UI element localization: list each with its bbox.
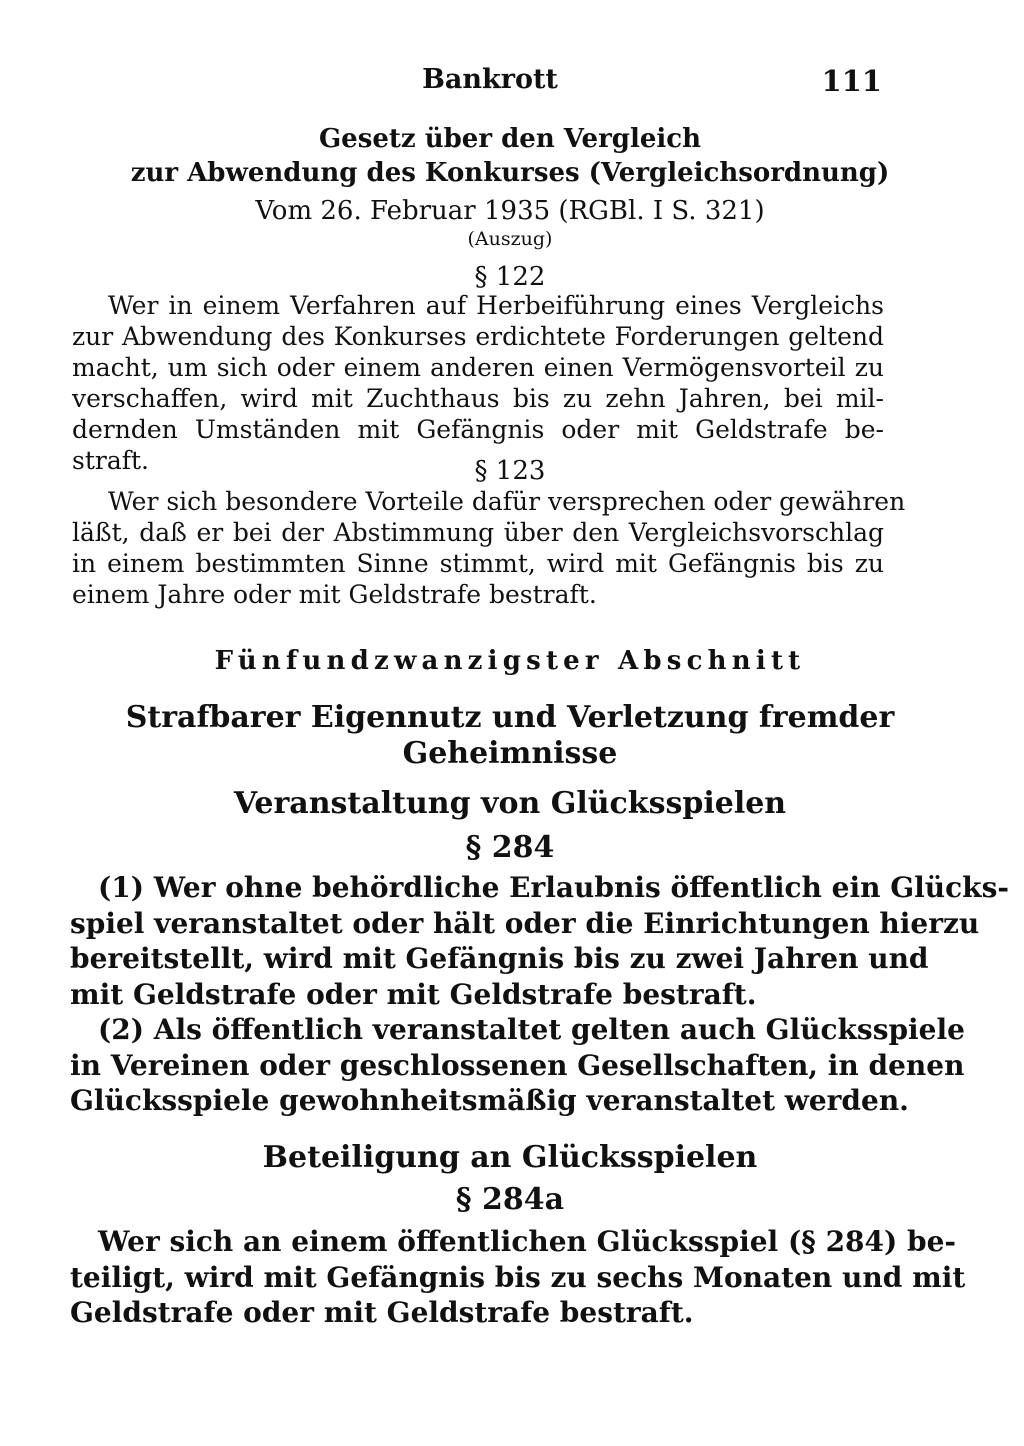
- chapter-title-line-2: Geheimnisse: [402, 736, 618, 771]
- text-line: spiel veranstaltet oder hält oder die Einrichtungen hierzu: [70, 906, 980, 940]
- section-284-number: § 284: [465, 830, 555, 865]
- section-122-text: [72, 290, 884, 476]
- law-date: Vom 26. Februar 1935 (RGBl. I S. 321): [255, 196, 765, 226]
- text-line: dernden Umständen mit Gefängnis oder mit Geldstrafe be-: [72, 415, 884, 444]
- section-123-number: § 123: [474, 456, 546, 486]
- law-note: (Auszug): [467, 228, 553, 250]
- section-284a-number: § 284a: [455, 1182, 565, 1217]
- text-line: (2) Als öffentlich veranstaltet gelten auch Glücksspiele: [98, 1013, 965, 1046]
- text-line: macht, um sich oder einem anderen einen Vermögensvorteil zu: [72, 353, 884, 382]
- section-123-text: [72, 486, 906, 610]
- law-title-line-2: zur Abwendung des Konkurses (Vergleichsordnung): [130, 158, 890, 188]
- section-284-text: [70, 870, 1009, 1119]
- section-284a-text: [70, 1224, 966, 1331]
- text-line: in einem bestimmten Sinne stimmt, wird mit Gefängnis bis zu: [72, 549, 884, 578]
- section-122-number: § 122: [474, 262, 546, 292]
- text-line: Glücksspiele gewohnheitsmäßig veranstaltet werden.: [70, 1084, 909, 1117]
- text-line: zur Abwendung des Konkurses erdichtete Forderungen geltend: [72, 322, 884, 351]
- text-line: einem Jahre oder mit Geldstrafe bestraft.: [72, 580, 597, 609]
- text-line: bereitstellt, wird mit Gefängnis bis zu zwei Jahren und: [70, 942, 929, 975]
- text-line: verschaffen, wird mit Zuchthaus bis zu zehn Jahren, bei mil-: [72, 384, 884, 413]
- text-line: in Vereinen oder geschlossenen Gesellschaften, in denen: [70, 1048, 965, 1082]
- chapter-label: Fünfundzwanzigster Abschnitt: [214, 646, 806, 676]
- text-line: straft.: [72, 446, 149, 475]
- law-title-line-1: Gesetz über den Vergleich: [318, 124, 702, 154]
- text-line: Wer sich an einem öffentlichen Glücksspiel (§ 284) be-: [98, 1225, 957, 1258]
- section-284-heading: Veranstaltung von Glücksspielen: [233, 786, 787, 821]
- running-title: Bankrott: [422, 64, 558, 95]
- text-line: (1) Wer ohne behördliche Erlaubnis öffentlich ein Glücks-: [98, 871, 1009, 904]
- text-line: Wer sich besondere Vorteile dafür versprechen oder gewähren: [108, 487, 906, 516]
- text-line: Geldstrafe oder mit Geldstrafe bestraft.: [70, 1296, 694, 1329]
- text-line: läßt, daß er bei der Abstimmung über den Vergleichsvorschlag: [72, 518, 884, 547]
- page-number: 111: [821, 64, 882, 98]
- text-line: mit Geldstrafe oder mit Geldstrafe bestraft.: [70, 977, 757, 1011]
- section-284a-heading: Beteiligung an Glücksspielen: [262, 1140, 758, 1175]
- text-line: Wer in einem Verfahren auf Herbeiführung eines Vergleichs: [108, 291, 884, 320]
- chapter-title-line-1: Strafbarer Eigennutz und Verletzung fremder: [125, 700, 895, 735]
- text-line: teiligt, wird mit Gefängnis bis zu sechs Monaten und mit: [70, 1260, 966, 1294]
